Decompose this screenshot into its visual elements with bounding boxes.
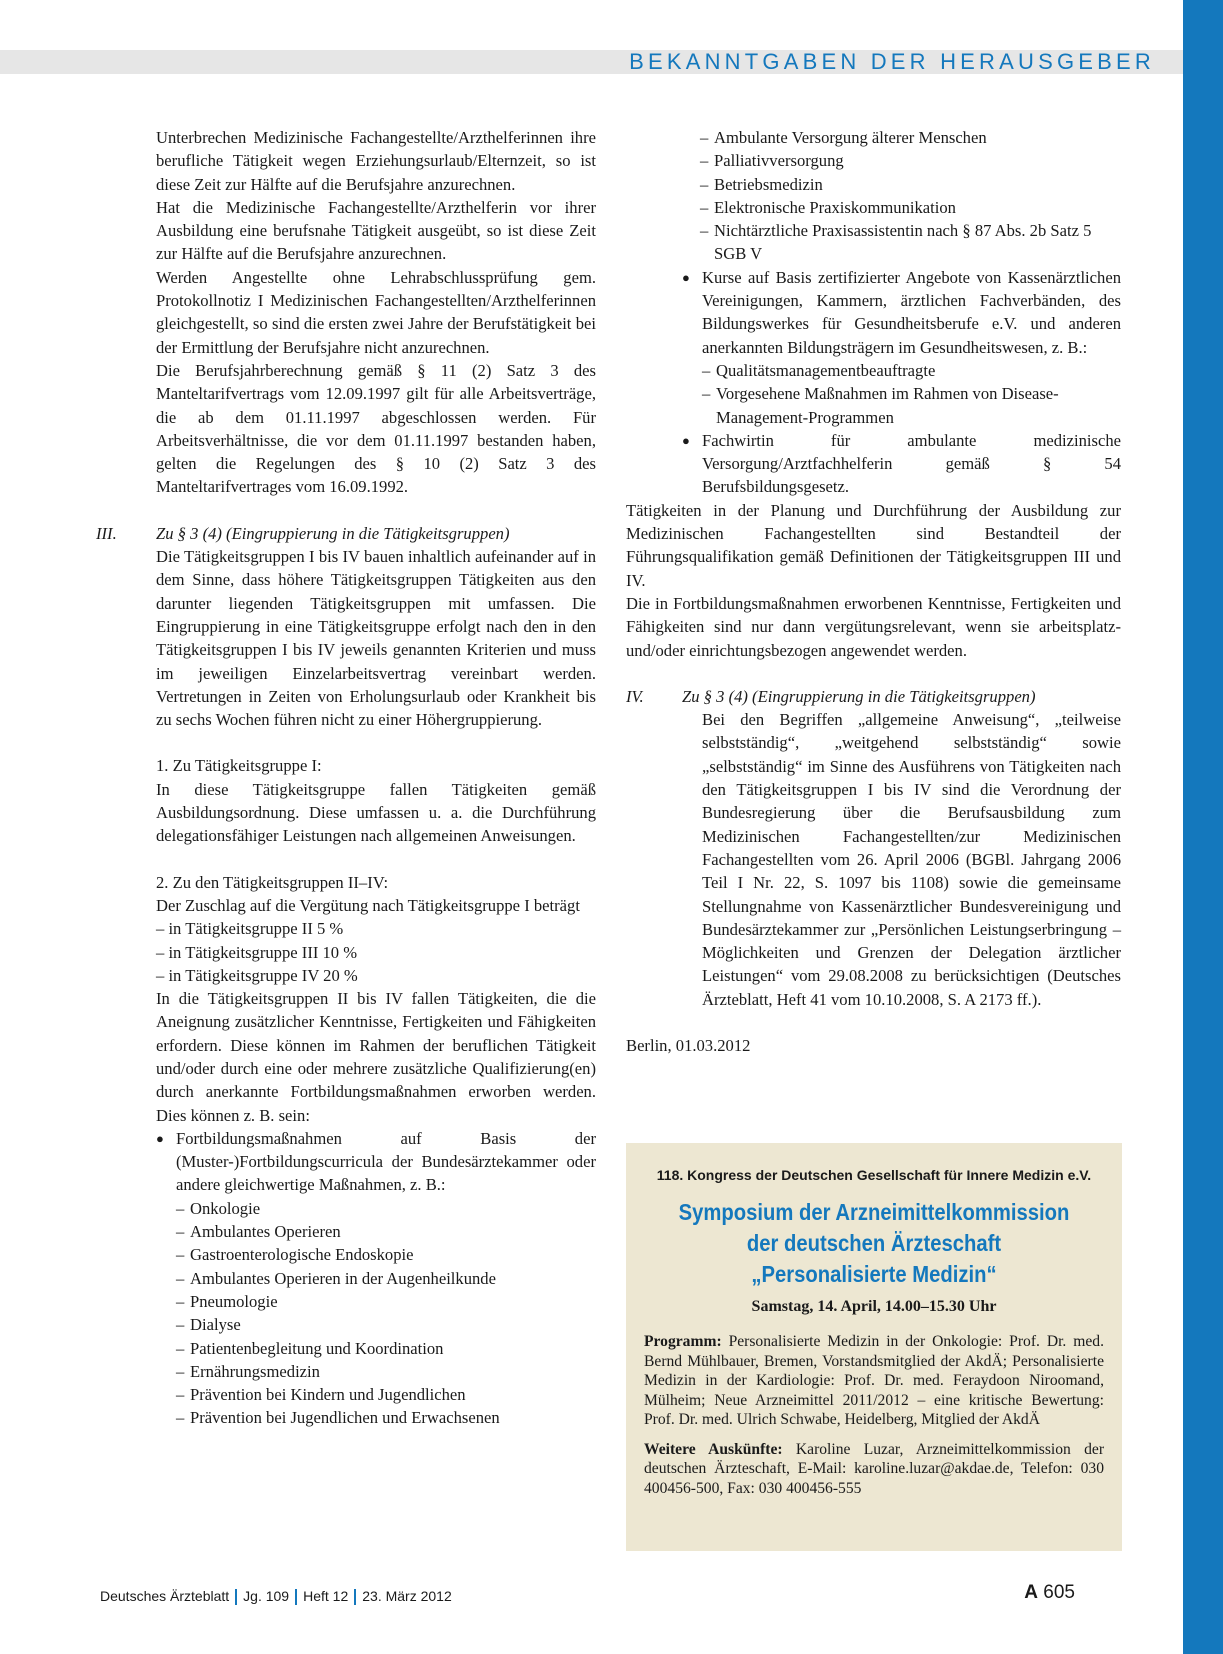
paragraph: Die in Fortbildungsmaßnahmen erworbenen Kenntnisse, Fertigkeiten und Fähigkeiten sind nur dann vergütungsrelevant, wenn sie arbeitsplatz- und/oder einrichtungsbezogen angewendet werden. — [626, 593, 1121, 660]
dash-list — [176, 1197, 596, 1430]
dash-list — [702, 359, 1121, 429]
box-contact — [644, 1440, 1104, 1499]
bullet-list — [156, 1127, 596, 1430]
place-date: Berlin, 01.03.2012 — [626, 1035, 751, 1055]
page-footer — [100, 1588, 452, 1605]
surcharge-line: – in Tätigkeitsgruppe IV 20 % — [156, 965, 358, 985]
page-number — [1024, 1582, 1075, 1604]
box-title-line: Symposium der Arzneimittelkommission — [678, 1199, 1070, 1225]
journal-name: Deutsches Ärzteblatt — [100, 1588, 230, 1604]
bullet-text: Fortbildungsmaßnahmen auf Basis der (Muster-)Fortbildungscurricula der Bundesärztekammer oder andere gleichwertige Maßnahmen, z. B.: — [176, 1128, 596, 1195]
bullet-item — [156, 1127, 596, 1430]
journal-issue: Heft 12 — [303, 1588, 349, 1604]
bullet-item — [682, 266, 1121, 429]
box-title-line: der deutschen Ärzteschaft — [746, 1230, 1002, 1256]
list-item: – Prävention bei Jugendlichen und Erwachsenen — [176, 1406, 596, 1429]
list-item: – Onkologie — [176, 1197, 596, 1220]
page-number-value: 605 — [1043, 1582, 1075, 1603]
section-header-title: BEKANNTGABEN DER HERAUSGEBER — [629, 49, 1155, 74]
page-prefix: A — [1024, 1582, 1039, 1603]
list-item: – Ernährungsmedizin — [176, 1360, 596, 1383]
journal-volume: Jg. 109 — [243, 1588, 290, 1604]
list-item: – Ambulantes Operieren in der Augenheilkunde — [176, 1267, 596, 1290]
footer-separator — [295, 1589, 297, 1605]
paragraph: Tätigkeiten in der Planung und Durchführung der Ausbildung zur Medizinischen Fachangestellten sind Bestandteil der Führungsqualifikation gemäß Definitionen der Tätigkeitsgruppen III und IV. — [626, 500, 1121, 590]
list-item: – Ambulante Versorgung älterer Menschen — [700, 126, 1121, 149]
paragraph: Bei den Begriffen „allgemeine Anweisung“, „teilweise selbstständig“, „weitgehend selbstständig“ sowie „selbstständig“ im Sinne des Ausführens von Tätigkeiten nach den Tätigkeitsgruppen I bis IV sind die Verordnung der Bundesregierung über die Berufsausbildung zum Medizinischen Fachangestellten/zur Medizinischen Fachangestellten vom 26. April 2006 (BGBl. Jahrgang 2006 Teil I Nr. 22, S. 1097 bis 1108) sowie die gemeinsame Stellungnahme von Kassenärztlicher Bundesvereinigung und Bundesärztekammer zur „Persönlichen Leistungserbringung – Möglichkeiten und Grenzen der Delegation ärztlicher Leistungen“ vom 29.08.2008 zu berücksichtigen (Deutsches Ärzteblatt, Heft 41 vom 10.10.2008, S. A 2173 ff.). — [702, 710, 1121, 1009]
bullet-item — [682, 429, 1121, 499]
paragraph: Die Berufsjahrberechnung gemäß § 11 (2) Satz 3 des Manteltarifvertrags vom 12.09.1997 gilt für alle Arbeitsverträge, die ab dem 01.11.1997 abgeschlossen werden. Für Arbeitsverhältnisse, die vor dem 01.11.1997 bestanden haben, gelten die Regelungen des § 10 (2) Satz 3 des Manteltarifvertrages vom 16.09.1992. — [156, 360, 596, 497]
surcharge-line: – in Tätigkeitsgruppe III 10 % — [156, 942, 358, 962]
section-number: III. — [96, 523, 117, 543]
box-contact-text: Karoline Luzar, Arzneimittelkommission der deutschen Ärzteschaft, E-Mail: karoline.luzar@akdae.de, Telefon: 030 400456-500, Fax: 030 400456-555 — [644, 1440, 1105, 1497]
box-date: Samstag, 14. April, 14.00–15.30 Uhr — [751, 1298, 997, 1315]
bullet-text: Kurse auf Basis zertifizierter Angebote von Kassenärztlichen Vereinigungen, Kammern, ärztlichen Fachverbänden, des Bildungswerkes für Gesundheitsberufe e.V. und anderen anerkannten Bildungsträgern im Gesundheitswesen, z. B.: — [702, 267, 1121, 357]
symposium-info-box — [626, 1143, 1122, 1551]
paragraph: In diese Tätigkeitsgruppe fallen Tätigkeiten gemäß Ausbildungsordnung. Diese umfassen u. a. die Durchführung delegationsfähiger Leistungen nach allgemeinen Anweisungen. — [156, 779, 596, 846]
paragraph: Werden Angestellte ohne Lehrabschlussprüfung gem. Protokollnotiz I Medizinischen Fachangestellten/Arzthelferinnen gleichgestellt, so sind die ersten zwei Jahre der Berufstätigkeit bei der Ermittlung der Berufsjahre nicht anzurechnen. — [156, 267, 596, 357]
paragraph: In die Tätigkeitsgruppen II bis IV fallen Tätigkeiten, die die Aneignung zusätzlicher Kenntnisse, Fertigkeiten und Fähigkeiten erfordern. Diese können im Rahmen der beruflichen Tätigkeit und/oder durch eine oder mehrere zusätzliche Qualifizierung(en) durch anerkannte Fortbildungsmaßnahmen erworben werden. Dies können z. B. sein: — [156, 989, 596, 1125]
footer-separator — [235, 1589, 237, 1605]
box-congress-line: 118. Kongress der Deutschen Gesellschaft für Innere Medizin e.V. — [656, 1167, 1092, 1183]
paragraph: Hat die Medizinische Fachangestellte/Arzthelferin vor ihrer Ausbildung eine berufsnahe Tätigkeit ausgeübt, so ist diese Zeit zur Hälfte auf die Berufsjahre anzurechnen. — [156, 197, 596, 264]
surcharge-line: – in Tätigkeitsgruppe II 5 % — [156, 919, 344, 939]
list-item: – Ambulantes Operieren — [176, 1220, 596, 1243]
section-heading: Zu § 3 (4) (Eingruppierung in die Tätigkeitsgruppen) — [156, 523, 510, 543]
box-contact-label: Weitere Auskünfte: — [644, 1440, 783, 1458]
list-item: – Elektronische Praxiskommunikation — [700, 196, 1121, 219]
list-item: – Prävention bei Kindern und Jugendlichen — [176, 1383, 596, 1406]
side-color-bar — [1183, 0, 1223, 1654]
dash-list-continued — [626, 126, 1121, 266]
bullet-list — [626, 266, 1121, 499]
section-heading: Zu § 3 (4) (Eingruppierung in die Tätigkeitsgruppen) — [682, 686, 1036, 706]
list-item: – Patientenbegleitung und Koordination — [176, 1337, 596, 1360]
box-program-label: Programm: — [644, 1333, 722, 1350]
section-number: IV. — [626, 686, 644, 706]
paragraph: Die Tätigkeitsgruppen I bis IV bauen inhaltlich aufeinander auf in dem Sinne, dass höhere Tätigkeitsgruppen Tätigkeiten aus den darunter liegenden Tätigkeitsgruppen mit umfassen. Die Eingruppierung in eine Tätigkeitsgruppe erfolgt nach den in den Tätigkeitsgruppen I bis IV jeweils genannten Kriterien und muss im jeweiligen Einzelarbeitsvertrag vereinbart werden. Vertretungen in Zeiten von Erholungsurlaub oder Krankheit bis zu sechs Wochen führen nicht zu einer Höhergruppierung. — [156, 547, 596, 730]
right-column — [626, 126, 1121, 1057]
journal-date: 23. März 2012 — [362, 1588, 452, 1604]
list-item: – Pneumologie — [176, 1290, 596, 1313]
paragraph: Unterbrechen Medizinische Fachangestellte/Arzthelferinnen ihre berufliche Tätigkeit wegen Erziehungsurlaub/Elternzeit, so ist diese Zeit zur Hälfte auf die Berufsjahre anzurechnen. — [156, 128, 596, 194]
section-iii — [96, 522, 596, 1430]
box-program — [644, 1332, 1104, 1430]
list-item: – Nichtärztliche Praxisassistentin nach § 87 Abs. 2b Satz 5 SGB V — [700, 219, 1121, 266]
list-item: – Betriebsmedizin — [700, 173, 1121, 196]
list-item: – Gastroenterologische Endoskopie — [176, 1243, 596, 1266]
footer-separator — [354, 1589, 356, 1605]
box-title — [656, 1197, 1092, 1290]
section-iv — [626, 685, 1121, 1011]
subsection-heading: 2. Zu den Tätigkeitsgruppen II–IV: — [156, 872, 389, 892]
box-title-line: „Personalisierte Medizin“ — [751, 1261, 997, 1287]
paragraph: Der Zuschlag auf die Vergütung nach Tätigkeitsgruppe I beträgt — [156, 895, 580, 915]
list-item: – Dialyse — [176, 1313, 596, 1336]
bullet-text: Fachwirtin für ambulante medizinische Versorgung/Arztfachhelferin gemäß § 54 Berufsbildungsgesetz. — [702, 430, 1121, 497]
list-item: – Qualitätsmanagementbeauftragte — [702, 359, 1121, 382]
left-column — [96, 126, 596, 1430]
box-program-text: Personalisierte Medizin in der Onkologie: Prof. Dr. med. Bernd Mühlbauer, Bremen, Vorstandsmitglied der AkdÄ; Personalisierte Medizin in der Kardiologie: Prof. Dr. med. Feraydoon Niroomand, Mülheim; Neue Arzneimittel 2011/2012 – eine kritische Bewertung: Prof. Dr. med. Ulrich Schwabe, Heidelberg, Mitglied der AkdÄ — [644, 1333, 1104, 1428]
list-item: – Palliativversorgung — [700, 149, 1121, 172]
subsection-heading: 1. Zu Tätigkeitsgruppe I: — [156, 756, 322, 776]
list-item: – Vorgesehene Maßnahmen im Rahmen von Disease-Management-Programmen — [702, 382, 1121, 429]
